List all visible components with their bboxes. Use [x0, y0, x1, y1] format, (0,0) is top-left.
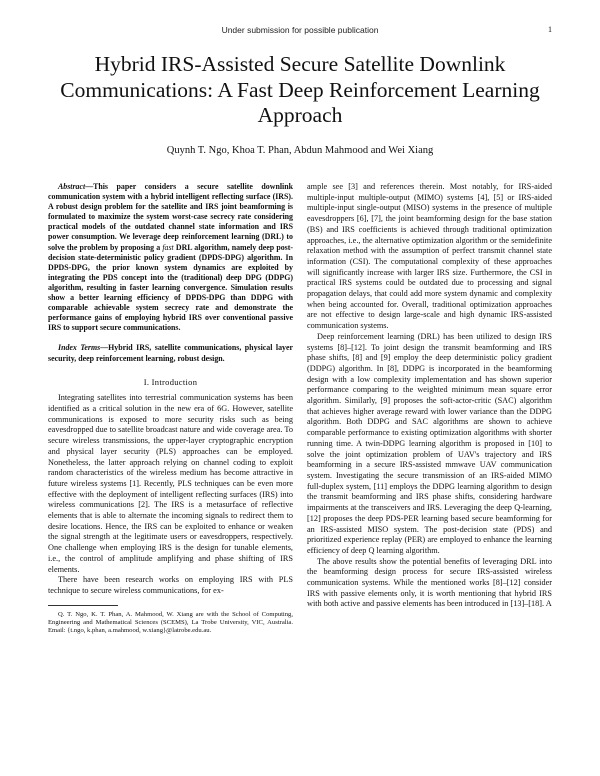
paper-title: Hybrid IRS-Assisted Secure Satellite Downlink Communications: A Fast Deep Reinforcement Learning Approach	[60, 52, 540, 127]
right-paragraph-1: ample see [3] and references therein. Most notably, for IRS-aided multiple-input multiple-output (MIMO) systems [4], [5] or IRS-aided multiple-input single-output (MISO) systems in the presence of multiple eavesdroppers [6], [7], the joint beamforming design for the base station (BS) and IRS coefficients is achieved through traditional optimization approaches, i.e., the alternative optimization algorithm or the semidefinite relaxation method with the assumption of perfect transmit channel state information (CSI). The computational complexity of these approaches will significantly increase with larger IRS size. Furthermore, the CSI in practical IRS systems could be outdated due to processing and signal propagation delays, that could add more system dynamic and complexity when being accounted for. Overall, traditional optimization approaches are not effective to design large-scale and high dynamic IRS-assisted communication systems.	[307, 182, 552, 331]
right-column	[307, 182, 552, 610]
right-paragraph-3: The above results show the potential benefits of leveraging DRL into the beamforming design process for secure IRS-assisted wireless communication systems. While the mentioned works [8]–[12] consider IRS with passive elements only, it is worth mentioning that hybrid IRS with both active and passive elements has been introduced in [13]–[18]. A	[307, 556, 552, 609]
index-terms-text: —Hybrid IRS, satellite communications, physical layer security, deep reinforcement learning, robust design.	[48, 343, 293, 363]
index-terms	[48, 343, 293, 363]
index-terms-label: Index Terms	[58, 343, 101, 353]
page-number: 1	[548, 25, 552, 34]
right-paragraph-2: Deep reinforcement learning (DRL) has been utilized to design IRS systems [8]–[12]. To joint design the transmit beamforming and IRS phase shifts, [8] and [9] employ the deep deterministic policy gradient (DDPG) algorithm. In [8], DDPG is incorporated in the beamforming design with a low complexity implementation and has shown superior performance comparing to the weighted minimum mean square error algorithm. Similarly, [9] proposes the soft-actor-critic (SAC) algorithm that achieves higher average reward with lower variance than the DDPG algorithm. Both DDPG and SAC algorithms are shown to achieve comparable performance to existing optimization algorithms with shorter running time. A twin-DDPG learning algorithm is proposed in [10] to solve the joint optimization problem of UAV's trajectory and IRS beamforming in a secure IRS-assisted mmwave UAV communication system. Investigating the secure transmission of an IRS-aided MIMO full-duplex system, [11] employs the DDPG learning algorithm to design the transmit beamforming and IRS phase shifts, considering hardware impairments at the transceivers and IRS. Leveraging the deep Q-learning, [12] proposes the deep PDS-PER learning based secure beamforming for an IRS-assisted MISO system. The post-decision state (PDS) and prioritized experience replay (PER) are employed to enhance the learning efficiency of deep Q learning algorithm.	[307, 331, 552, 555]
abstract-text-before: —This paper considers a secure satellite downlink communication system with a hybrid intelligent reflecting surface (IRS). A robust design problem for the satellite and IRS joint beamforming is formulated to maximize the system worst-case secrecy rate considering practical models of the outdated channel state information and IRS power consumption. We leverage deep reinforcement learning (DRL) to solve the problem by proposing a	[48, 182, 293, 252]
section-heading-introduction: I. Introduction	[143, 376, 198, 387]
abstract-label: Abstract	[58, 182, 86, 191]
author-list: Quynh T. Ngo, Khoa T. Phan, Abdun Mahmood and Wei Xiang	[166, 145, 434, 156]
abstract-text-after: DRL algorithm, namely deep post-decision state-deterministic policy gradient (DPDS-DPG) algorithm. In DPDS-DPG, the prior known system dynamics are exploited by integrating the PDS concept into the (traditional) deep DPG (DDPG) algorithm, resulting in faster learning convergence. Simulation results show a better learning efficiency of DPDS-DPG than DDPG with comparable achievable system secrecy rate and demonstrate the performance gains of employing hybrid IRS over conventional passive IRS to support secure communications.	[48, 242, 294, 333]
footnote-divider	[48, 605, 118, 606]
abstract-fast-word: fast	[162, 242, 174, 252]
submission-note: Under submission for possible publication	[221, 25, 379, 35]
abstract	[48, 182, 293, 333]
intro-paragraph-1: Integrating satellites into terrestrial communication systems has been identified as a critical solution in the new era of 6G. However, satellite communications is exposed to more security risks such as being eavesdropped due to satellite broadcast nature and wide coverage area. To secure wireless transmissions, the upper-layer cryptographic encryption and physical layer security (PLS) approaches can be employed. Nonetheless, the latter approach relying on channel coding to exploit random characteristics of the wireless medium has become attractive in future wireless systems [1]. Recently, PLS techniques can be even more effective with the deployment of intelligent reflecting surfaces (IRS) into wireless communications [2]. The IRS is a metasurface of reflective elements that is able to alternate the incoming signals to redirect them to desire locations. Hence, the IRS can be exploited to enhance or weaken the signal strength at the legitimate users or eavesdroppers, respectively. One challenge when employing IRS is the design for tunable elements, i.e., the control of amplitude amplifying and phase shifting of IRS elements.	[48, 393, 293, 574]
left-column	[48, 182, 293, 635]
author-affiliation-footnote: Q. T. Ngo, K. T. Phan, A. Mahmood, W. Xiang are with the School of Computing, Engineering and Mathematical Sciences (SCEMS), La Trobe University, VIC, Australia. Email: {t.ngo, k.phan, a.mahmood, w.xiang}@latrobe.edu.au.	[48, 610, 293, 635]
intro-paragraph-2: There have been research works on employing IRS with PLS technique to secure wireless communications, for ex-	[48, 575, 293, 595]
